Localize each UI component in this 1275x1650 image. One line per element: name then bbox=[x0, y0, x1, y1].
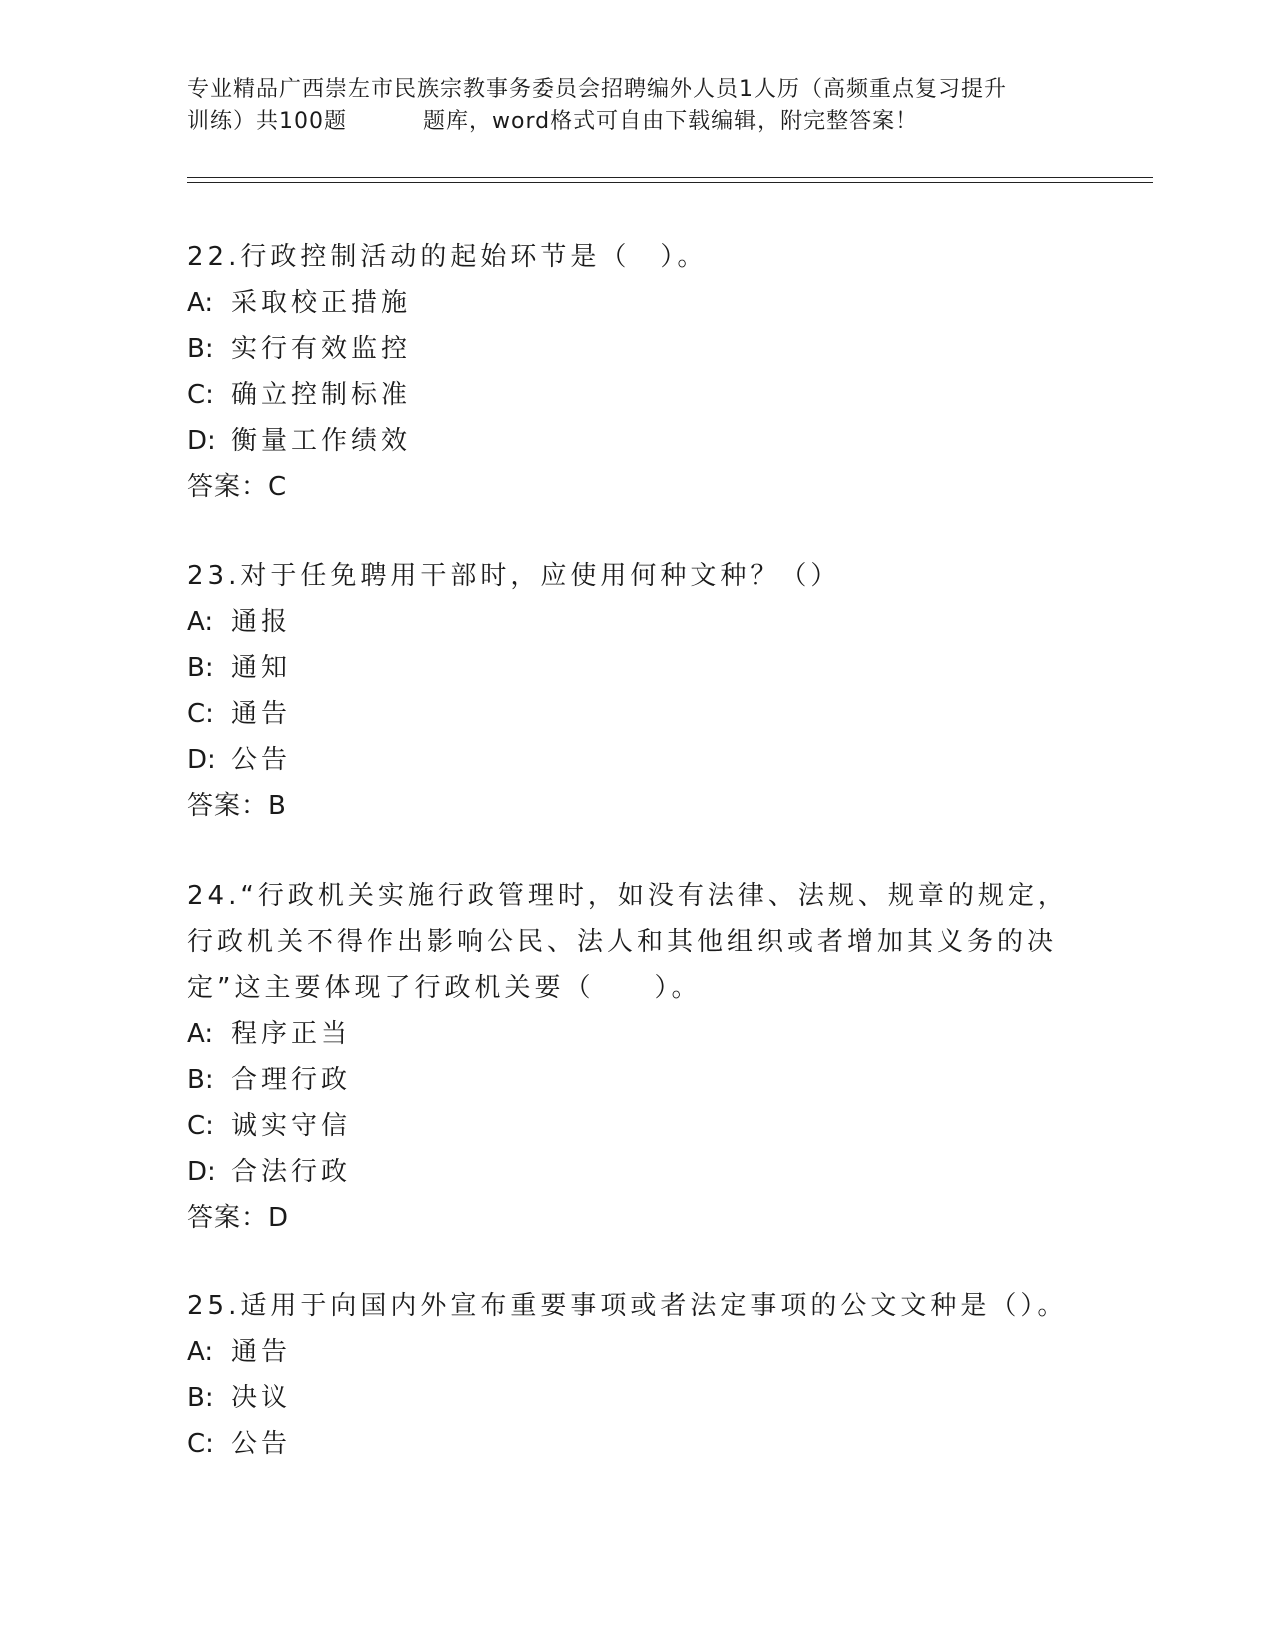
option-d bbox=[187, 737, 1087, 783]
option-text: 实行有效监控 bbox=[231, 334, 412, 364]
option-text: 公告 bbox=[231, 745, 292, 775]
option-c bbox=[187, 691, 1087, 737]
option-label: C: bbox=[187, 1429, 214, 1459]
header-divider-bottom bbox=[187, 182, 1153, 183]
header-title-part-2: 题库，word格式可自由下载编辑，附完整答案！ bbox=[423, 109, 919, 134]
option-label: A: bbox=[187, 1019, 214, 1049]
option-text: 公告 bbox=[231, 1429, 292, 1459]
option-label: C: bbox=[187, 699, 214, 729]
option-b bbox=[187, 1375, 1087, 1421]
option-label: C: bbox=[187, 380, 214, 410]
option-text: 确立控制标准 bbox=[231, 380, 412, 410]
header-title-part-1: 训练）共100题 bbox=[187, 109, 347, 134]
option-b bbox=[187, 1057, 1087, 1103]
option-text: 合理行政 bbox=[231, 1065, 352, 1095]
option-c bbox=[187, 372, 1087, 418]
question-stem: 23.对于任免聘用干部时，应使用何种文种？（） bbox=[187, 561, 841, 591]
option-text: 通报 bbox=[231, 607, 292, 637]
option-a bbox=[187, 599, 1087, 645]
option-c bbox=[187, 1103, 1087, 1149]
question-block bbox=[187, 553, 1087, 829]
option-label: B: bbox=[187, 1065, 214, 1095]
answer-line: 答案：B bbox=[187, 791, 287, 821]
option-c bbox=[187, 1421, 1087, 1467]
option-a bbox=[187, 1011, 1087, 1057]
option-label: A: bbox=[187, 288, 214, 318]
header-divider-top bbox=[187, 177, 1153, 178]
question-stem: 25.适用于向国内外宣布重要事项或者法定事项的公文文种是（）。 bbox=[187, 1291, 1068, 1321]
option-a bbox=[187, 280, 1087, 326]
option-a bbox=[187, 1329, 1087, 1375]
option-d bbox=[187, 1149, 1087, 1195]
option-label: D: bbox=[187, 745, 216, 775]
option-text: 诚实守信 bbox=[231, 1111, 352, 1141]
option-label: B: bbox=[187, 1383, 214, 1413]
answer-line: 答案：C bbox=[187, 472, 288, 502]
option-label: A: bbox=[187, 607, 214, 637]
question-stem: 24.“行政机关实施行政管理时，如没有法律、法规、规章的规定，行政机关不得作出影响公民、法人和其他组织或者增加其义务的决定”这主要体现了行政机关要（ ）。 bbox=[187, 881, 1068, 1003]
option-label: A: bbox=[187, 1337, 214, 1367]
option-label: B: bbox=[187, 653, 214, 683]
option-label: D: bbox=[187, 1157, 216, 1187]
option-d bbox=[187, 418, 1087, 464]
option-text: 采取校正措施 bbox=[231, 288, 412, 318]
question-block bbox=[187, 1283, 1087, 1467]
option-text: 衡量工作绩效 bbox=[231, 426, 412, 456]
header-title-line-2 bbox=[187, 106, 1087, 138]
option-text: 决议 bbox=[231, 1383, 292, 1413]
option-text: 通告 bbox=[231, 699, 292, 729]
option-label: D: bbox=[187, 426, 216, 456]
option-label: B: bbox=[187, 334, 214, 364]
question-block bbox=[187, 873, 1087, 1241]
question-block bbox=[187, 234, 1087, 510]
option-text: 合法行政 bbox=[231, 1157, 352, 1187]
option-text: 通告 bbox=[231, 1337, 292, 1367]
document-header bbox=[187, 74, 1087, 138]
option-b bbox=[187, 326, 1087, 372]
option-b bbox=[187, 645, 1087, 691]
header-title-line-1: 专业精品广西崇左市民族宗教事务委员会招聘编外人员1人历（高频重点复习提升 bbox=[187, 77, 1007, 102]
answer-line: 答案：D bbox=[187, 1203, 290, 1233]
option-text: 通知 bbox=[231, 653, 292, 683]
option-text: 程序正当 bbox=[231, 1019, 352, 1049]
option-label: C: bbox=[187, 1111, 214, 1141]
question-stem: 22.行政控制活动的起始环节是（ ）。 bbox=[187, 242, 708, 272]
